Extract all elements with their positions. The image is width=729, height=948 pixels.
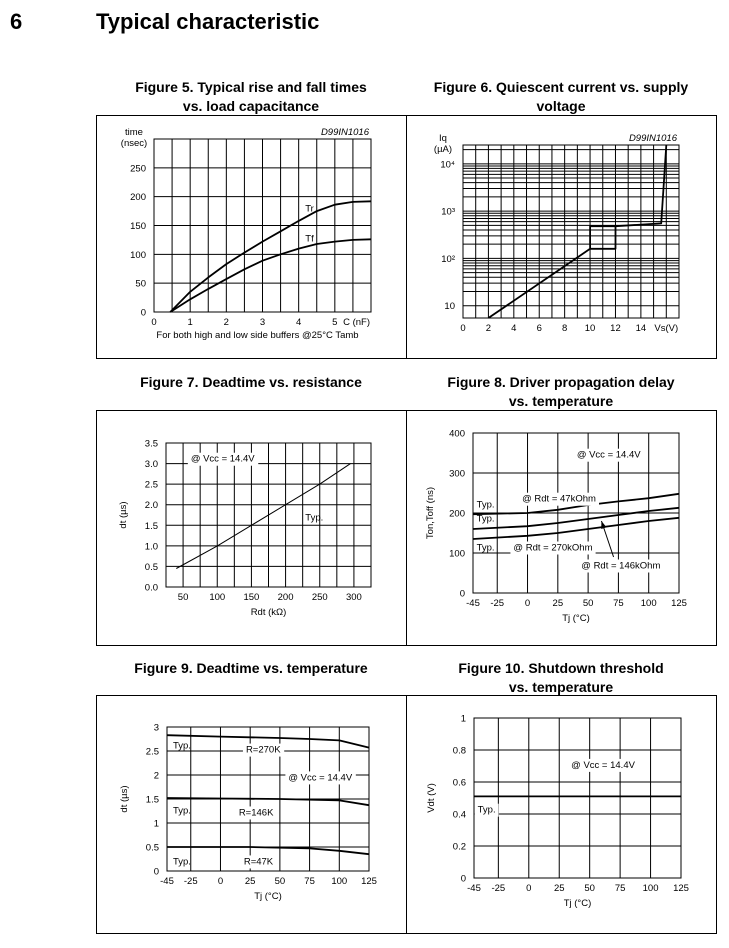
annotation-label: @ Vcc = 14.4V bbox=[190, 453, 255, 465]
x-tick-label: 150 bbox=[243, 592, 260, 603]
y-tick-label: 0.5 bbox=[144, 561, 158, 573]
x-tick-label: Vs(V) bbox=[654, 323, 679, 334]
x-tick-label: 25 bbox=[244, 876, 256, 887]
annotation-label: @ Rdt = 47kOhm bbox=[522, 493, 596, 505]
y-tick-label: 250 bbox=[130, 163, 146, 175]
y-tick-label: 3.0 bbox=[144, 459, 158, 471]
y-axis-label: dt (µs) bbox=[118, 501, 129, 529]
figure-6-title-line1: Figure 6. Quiescent current vs. supply bbox=[433, 79, 689, 95]
x-tick-label: 6 bbox=[536, 323, 542, 334]
chart-6 bbox=[434, 133, 679, 334]
y-axis-label: (nsec) bbox=[120, 138, 148, 149]
y-tick-label: 10³ bbox=[441, 206, 455, 218]
x-tick-label: 300 bbox=[345, 592, 362, 603]
y-tick-label: 0.6 bbox=[452, 777, 466, 789]
y-tick-label: 0 bbox=[140, 307, 146, 319]
annotation-label: Typ. bbox=[476, 499, 495, 511]
y-tick-label: 1 bbox=[460, 713, 466, 725]
x-tick-label: 50 bbox=[177, 592, 189, 603]
x-tick-label: 5 bbox=[332, 317, 338, 328]
x-tick-label: 50 bbox=[584, 883, 595, 894]
x-tick-label: 0 bbox=[217, 876, 224, 887]
x-axis-label: For both high and low side buffers @25°C Tamb bbox=[156, 330, 359, 341]
chart-5 bbox=[121, 127, 371, 341]
figure-8-title-line2: vs. temperature bbox=[508, 393, 614, 409]
x-tick-label: 100 bbox=[640, 598, 657, 609]
x-tick-label: C (nF) bbox=[343, 317, 370, 328]
figure-10-title-line2: vs. temperature bbox=[508, 679, 614, 695]
annotation-label: @ Rdt = 146kOhm bbox=[581, 560, 661, 572]
x-tick-label: 250 bbox=[311, 592, 328, 603]
x-tick-label: 75 bbox=[614, 883, 626, 894]
series-line-tr bbox=[170, 201, 371, 312]
figure-7-title-line1: Figure 7. Deadtime vs. resistance bbox=[140, 374, 362, 390]
x-tick-label: 0 bbox=[151, 317, 157, 328]
y-tick-label: 10⁴ bbox=[440, 159, 455, 171]
x-tick-label: 75 bbox=[613, 598, 624, 609]
x-axis-label: Tj (°C) bbox=[254, 891, 282, 902]
y-tick-label: 10² bbox=[441, 253, 455, 265]
plot-frame bbox=[474, 718, 681, 878]
x-tick-label: 1 bbox=[187, 317, 193, 328]
y-tick-label: 10 bbox=[444, 301, 455, 313]
series-line-r-47k bbox=[167, 847, 369, 854]
x-tick-label: 12 bbox=[610, 323, 621, 334]
x-axis-label: Tj (°C) bbox=[563, 898, 592, 909]
chart-10 bbox=[426, 714, 689, 910]
y-tick-label: 3 bbox=[153, 722, 159, 734]
x-tick-label: 125 bbox=[671, 598, 687, 609]
figure-9-title-line1: Figure 9. Deadtime vs. temperature bbox=[134, 660, 368, 676]
annotation-label: @ Vcc = 14.4V bbox=[576, 449, 641, 461]
annotation-label: Typ. bbox=[172, 856, 191, 868]
y-tick-label: 1.0 bbox=[144, 541, 158, 553]
figure-5-title-line1: Figure 5. Typical rise and fall times bbox=[135, 79, 367, 95]
x-tick-label: 3 bbox=[259, 317, 266, 328]
y-tick-label: 150 bbox=[130, 221, 146, 232]
annotation-label: Typ. bbox=[476, 513, 495, 525]
x-tick-label: -25 bbox=[491, 883, 506, 894]
y-tick-label: 0.0 bbox=[144, 582, 158, 594]
series-line-rdt-146kohm bbox=[473, 508, 679, 529]
y-tick-label: 2.5 bbox=[144, 479, 158, 491]
x-tick-label: 125 bbox=[673, 883, 689, 894]
annotation-label: Typ. bbox=[305, 512, 324, 524]
x-tick-label: 50 bbox=[582, 598, 594, 609]
y-tick-label: 2.0 bbox=[144, 500, 158, 512]
annotation-label: @ Rdt = 270kOhm bbox=[513, 542, 593, 554]
y-axis-label: (µA) bbox=[433, 144, 453, 155]
chart-7 bbox=[118, 439, 371, 619]
annotation-label: R=47K bbox=[243, 856, 274, 868]
x-tick-label: -45 bbox=[160, 876, 174, 887]
x-tick-label: 0 bbox=[460, 323, 466, 334]
annotation-label: @ Vcc = 14.4V bbox=[571, 759, 635, 771]
chart-9 bbox=[119, 723, 377, 903]
chart-8 bbox=[425, 429, 687, 625]
y-axis-label: dt (µs) bbox=[119, 785, 130, 813]
y-tick-label: 2 bbox=[153, 770, 159, 782]
y-tick-label: 0.2 bbox=[452, 841, 466, 853]
x-tick-label: 100 bbox=[642, 883, 659, 894]
x-tick-label: 200 bbox=[277, 592, 294, 603]
section-number: 6 bbox=[10, 9, 23, 34]
x-tick-label: -25 bbox=[490, 598, 505, 609]
y-tick-label: 300 bbox=[449, 468, 465, 480]
y-tick-label: 400 bbox=[449, 428, 465, 440]
series-line-tf bbox=[170, 239, 371, 312]
x-tick-label: 2 bbox=[223, 317, 229, 328]
y-tick-label: 0.8 bbox=[452, 745, 466, 757]
annotation-label: @ Vcc = 14.4V bbox=[288, 772, 353, 784]
annotation-label: Tf bbox=[305, 233, 314, 245]
y-tick-label: 0 bbox=[459, 588, 465, 600]
x-tick-label: 8 bbox=[561, 323, 568, 334]
y-tick-label: 100 bbox=[449, 548, 465, 560]
figure-code: D99IN1016 bbox=[628, 133, 677, 144]
x-tick-label: 0 bbox=[524, 598, 531, 609]
x-tick-label: 4 bbox=[296, 317, 302, 328]
figure-code: D99IN1016 bbox=[320, 127, 369, 138]
x-tick-label: 10 bbox=[584, 323, 596, 334]
y-tick-label: 1.5 bbox=[144, 520, 158, 532]
y-tick-label: 0 bbox=[460, 873, 466, 885]
y-axis-label: Iq bbox=[439, 133, 447, 144]
section-title: Typical characteristic bbox=[96, 9, 320, 34]
y-tick-label: 1.5 bbox=[145, 794, 159, 806]
x-tick-label: -45 bbox=[466, 598, 480, 609]
figure-10-title-line1: Figure 10. Shutdown threshold bbox=[458, 660, 664, 676]
y-axis-label: time bbox=[125, 127, 143, 138]
x-tick-label: 4 bbox=[511, 323, 517, 334]
figure-6-title-line2: voltage bbox=[536, 98, 586, 114]
x-tick-label: -25 bbox=[183, 876, 198, 887]
x-tick-label: 100 bbox=[331, 876, 348, 887]
x-tick-label: 14 bbox=[635, 323, 647, 334]
x-tick-label: 50 bbox=[274, 876, 286, 887]
annotation-label: R=270K bbox=[245, 744, 281, 756]
annotation-label: Typ. bbox=[477, 804, 496, 816]
y-tick-label: 200 bbox=[449, 508, 465, 520]
annotation-label: Typ. bbox=[476, 542, 495, 554]
y-axis-label: Vdt (V) bbox=[426, 783, 437, 813]
x-tick-label: -45 bbox=[467, 883, 481, 894]
x-tick-label: 25 bbox=[553, 883, 565, 894]
x-tick-label: 125 bbox=[361, 876, 377, 887]
series-line-typ- bbox=[176, 464, 350, 569]
figure-5-title-line2: vs. load capacitance bbox=[182, 98, 320, 114]
y-tick-label: 1 bbox=[153, 818, 159, 830]
y-axis-label: Ton,Toff (ns) bbox=[425, 486, 436, 540]
x-axis-label: Tj (°C) bbox=[562, 613, 590, 624]
y-tick-label: 3.5 bbox=[144, 438, 158, 450]
annotation-label: R=146K bbox=[238, 807, 274, 819]
y-tick-label: 0.4 bbox=[452, 809, 466, 821]
x-tick-label: 75 bbox=[304, 876, 315, 887]
annotation-label: Tr bbox=[305, 203, 314, 215]
annotation-label: Typ. bbox=[172, 805, 191, 817]
y-tick-label: 0 bbox=[153, 866, 159, 878]
arrow-head bbox=[601, 521, 606, 529]
x-tick-label: 2 bbox=[485, 323, 492, 334]
annotation-label: Typ. bbox=[172, 740, 191, 752]
x-tick-label: 0 bbox=[526, 883, 532, 894]
figure-8-title-line1: Figure 8. Driver propagation delay bbox=[447, 374, 675, 390]
y-tick-label: 0.5 bbox=[145, 842, 159, 854]
y-tick-label: 50 bbox=[135, 278, 146, 290]
y-tick-label: 100 bbox=[130, 249, 146, 261]
x-tick-label: 25 bbox=[552, 598, 564, 609]
y-tick-label: 200 bbox=[130, 192, 146, 204]
y-tick-label: 2.5 bbox=[145, 746, 159, 758]
x-tick-label: 100 bbox=[209, 592, 226, 603]
x-axis-label: Rdt (kΩ) bbox=[250, 607, 287, 618]
